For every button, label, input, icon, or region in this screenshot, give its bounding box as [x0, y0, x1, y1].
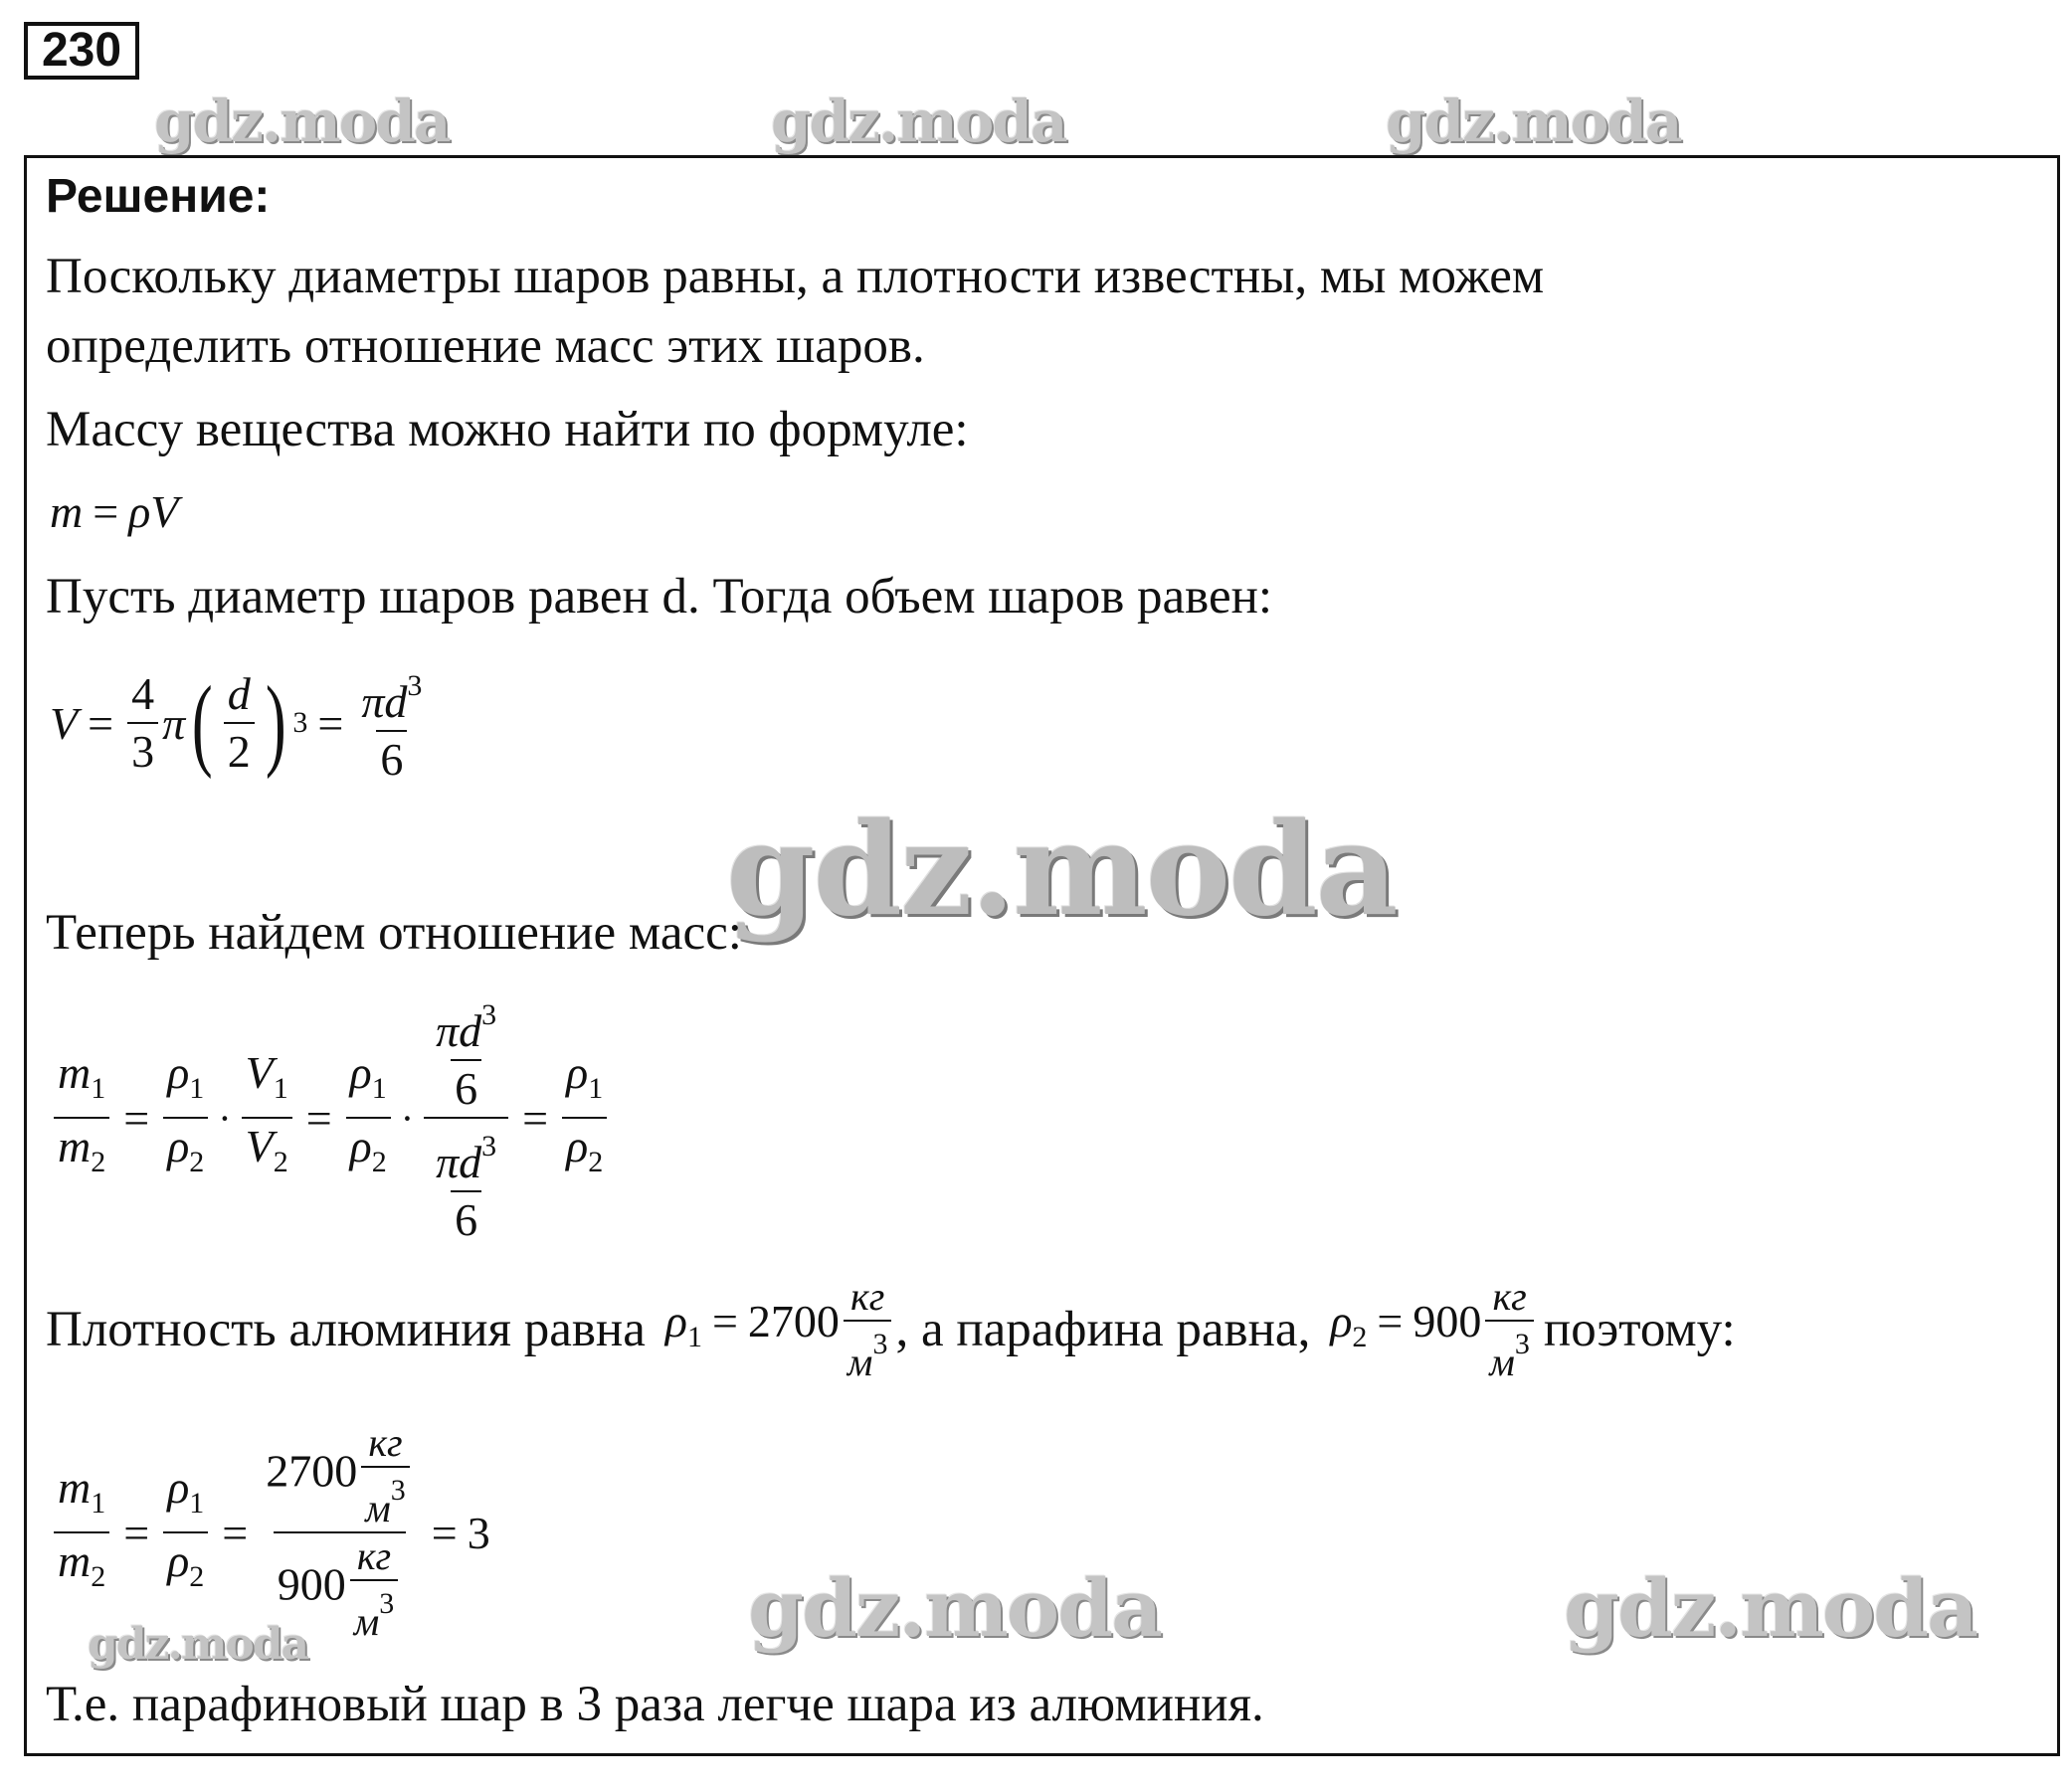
watermark: gdz.moda: [88, 1619, 308, 1670]
paragraph-line: Поскольку диаметры шаров равны, а плотности известны, мы можем: [46, 249, 1545, 304]
solution-heading: Решение:: [46, 170, 271, 223]
paragraph-line: Массу вещества можно найти по формуле:: [46, 402, 969, 457]
watermark: gdz.moda: [154, 88, 450, 155]
watermark: gdz.moda: [771, 88, 1066, 155]
density-line: Плотность алюминия равна $\rho_1 = 2700$ $\frac{кг}{м^3}$ , а парафина равна, $\rho_2 = 900$ $\frac{кг}{м^3}$ поэтому:: [46, 1274, 1736, 1384]
fraction: $\frac{4}{3}$: [127, 668, 158, 778]
watermark: gdz.moda: [748, 1561, 1161, 1655]
formula-volume: V = $\frac{4}{3}$ π ( $\frac{d}{2}$ ) 3 = $\frac{\pi d^3}{6}$: [50, 660, 430, 786]
task-number: 230: [24, 22, 139, 80]
conclusion-line: Т.е. парафиновый шар в 3 раза легче шара из алюминия.: [46, 1677, 1264, 1732]
watermark: gdz.moda: [1386, 88, 1681, 155]
fraction: $\frac{\pi d^3}{6}$: [361, 669, 423, 785]
formula-final-ratio: $\frac{m_1}{m_2}$ = $\frac{\rho_1}{\rho_2}$ = 2700 $\frac{кг}{м^3}$ 900 $\frac{кг}{м^3}$ = 3: [50, 1422, 490, 1643]
paragraph-line: определить отношение масс этих шаров.: [46, 318, 925, 374]
watermark: gdz.moda: [1564, 1561, 1977, 1655]
fraction: $\frac{d}{2}$: [224, 668, 255, 778]
watermark: gdz.moda: [726, 796, 1397, 945]
formula-mass-ratio: $\frac{m_1}{m_2}$ = $\frac{\rho_1}{\rho_2}$ · $\frac{V_1}{V_2}$ = $\frac{\rho_1}{\rho_2}$ · $\frac{\frac{\pi d^3}{6}}{\frac{\pi d^3}{6}}$ = $\frac{\rho_1}{\rho_2}$: [50, 989, 611, 1246]
formula-mass: m = ρV: [50, 486, 179, 537]
paragraph-line: Пусть диаметр шаров равен d. Тогда объем шаров равен:: [46, 569, 1273, 625]
paragraph-line: Теперь найдем отношение масс:: [46, 905, 742, 961]
